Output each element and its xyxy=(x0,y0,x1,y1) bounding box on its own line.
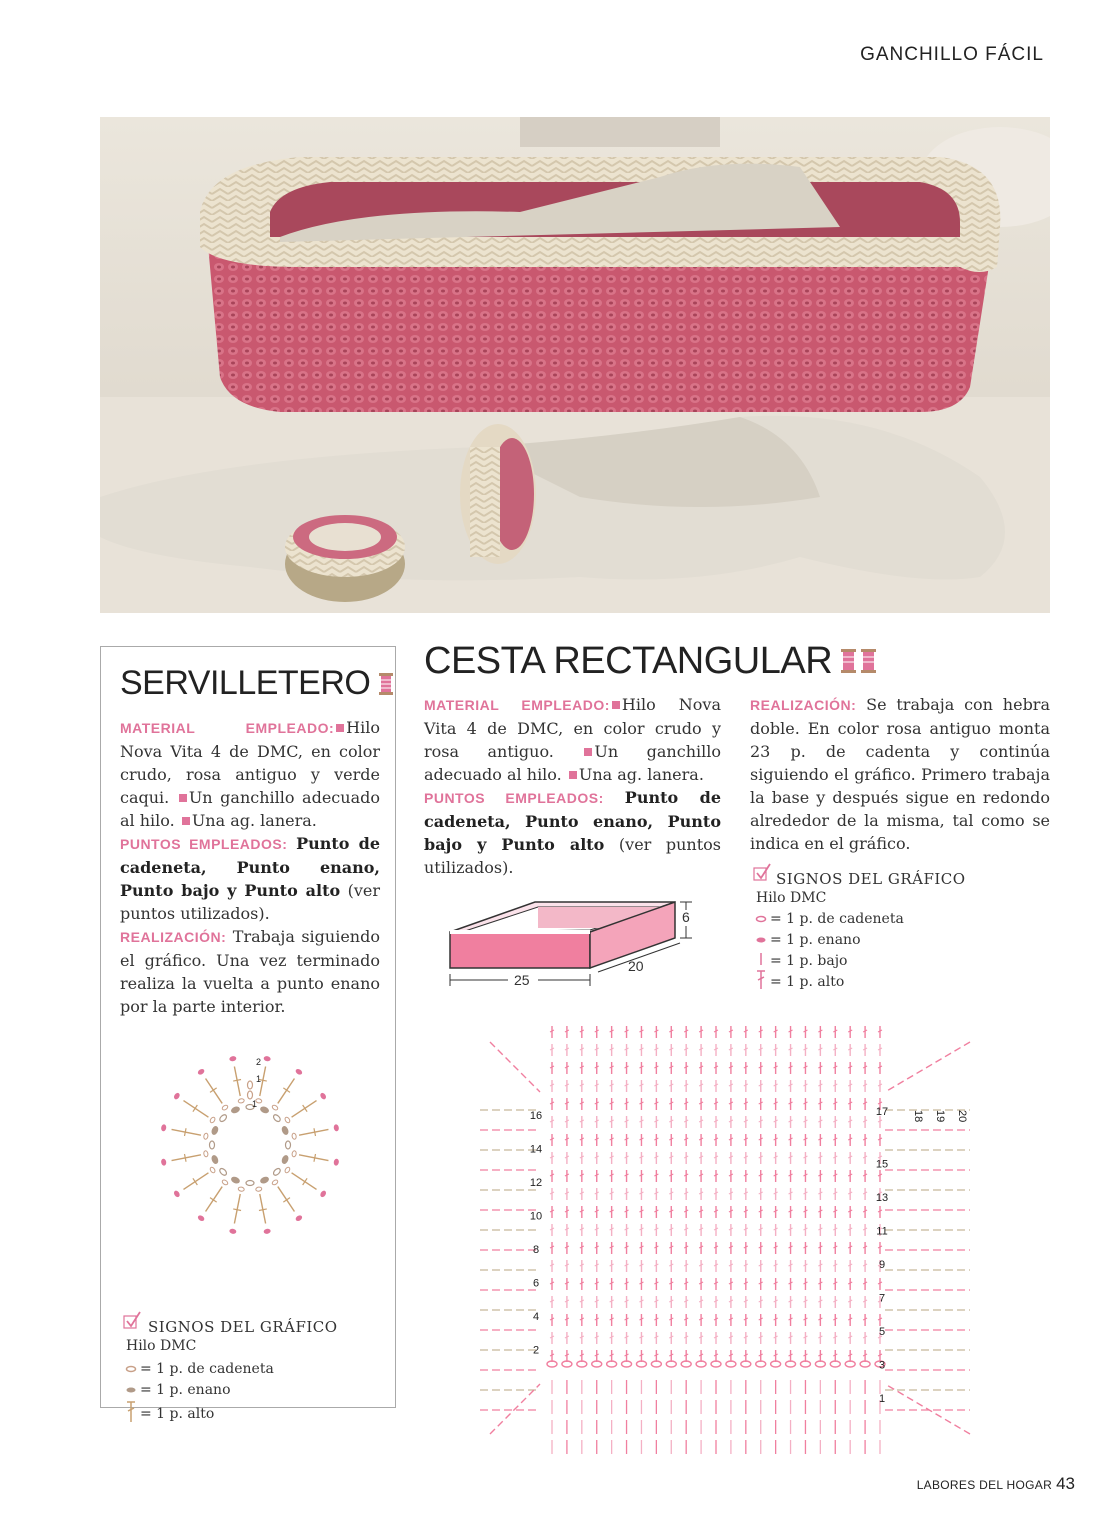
checkmark-icon xyxy=(122,1310,144,1336)
ring-stitch xyxy=(211,1155,219,1164)
page-footer xyxy=(0,1474,1075,1494)
chart-row-number: 15 xyxy=(875,1158,889,1171)
chain-stitch-icon xyxy=(122,1361,140,1377)
bullet-icon xyxy=(179,794,187,802)
chart-row-number: 2 xyxy=(532,1344,540,1357)
chart-row-number: 20 xyxy=(956,1110,968,1123)
double-crochet-stitch xyxy=(172,1155,201,1161)
ring-stitch xyxy=(260,1176,269,1184)
cesta-legend: SIGNOS DEL GRÁFICO Hilo DMC = 1 p. de cadeneta = 1 p. enano = 1 p. bajo = 1 p. alto xyxy=(752,862,1032,992)
chain-stitch xyxy=(173,1190,181,1199)
spool-icon xyxy=(840,641,878,684)
double-crochet-stitch xyxy=(183,1173,208,1190)
legend-row-bajo: = 1 p. bajo xyxy=(752,950,1032,971)
chart-row-number: 6 xyxy=(532,1277,540,1290)
chart-round-number: 2 xyxy=(256,1057,262,1067)
chart-row-number: 7 xyxy=(878,1292,886,1305)
double-crochet-stitch xyxy=(299,1155,328,1161)
servilletero-title: SERVILLETERO xyxy=(120,664,394,705)
chain-stitch-icon xyxy=(752,911,770,927)
chain-stitch xyxy=(263,1056,271,1062)
chart-row-number: 19 xyxy=(934,1110,946,1123)
chain-stitch xyxy=(197,1068,206,1076)
chart-row-number: 13 xyxy=(875,1192,889,1204)
double-crochet-stitch xyxy=(206,1078,223,1103)
chain-stitch xyxy=(229,1056,237,1062)
dimension-depth: 20 xyxy=(628,958,644,974)
ring-stitch xyxy=(260,1106,269,1114)
chart-row-number: 16 xyxy=(529,1110,543,1122)
double-crochet-stitch xyxy=(206,1187,223,1212)
servilletero-chart xyxy=(150,1050,350,1250)
chain-stitch xyxy=(333,1158,339,1166)
chain-stitch xyxy=(295,1068,304,1076)
cesta-chart xyxy=(480,1020,980,1460)
legend-row-cadeneta: = 1 p. de cadeneta xyxy=(122,1358,382,1379)
magazine-name: LABORES DEL HOGAR xyxy=(916,1478,1053,1492)
chart-row-number: 10 xyxy=(529,1210,543,1223)
ring-stitch xyxy=(281,1126,289,1135)
chain-stitch xyxy=(333,1124,339,1132)
ring-stitch xyxy=(272,1167,281,1176)
double-crochet-stitch xyxy=(172,1129,201,1135)
double-crochet-stitch xyxy=(183,1101,208,1118)
chart-row-number: 8 xyxy=(532,1244,540,1256)
single-crochet-icon xyxy=(752,952,770,970)
page-number: 43 xyxy=(1056,1474,1075,1493)
ring-stitch xyxy=(210,1141,215,1149)
corner-increase xyxy=(885,1384,970,1434)
chart-round-number: 1 xyxy=(252,1099,258,1109)
chart-row-number: 17 xyxy=(875,1106,889,1118)
chart-round-number: 1 xyxy=(256,1074,262,1084)
chart-row-number: 11 xyxy=(876,1225,888,1238)
double-crochet-stitch xyxy=(234,1194,240,1223)
servilletero-body: MATERIAL EMPLEADO: Hilo Nova Vita 4 de DMC, en color crudo, rosa antiguo y verde caqui. Un ganchillo adecuado al hilo. Una ag. lanera. PUNTOS EMPLEADOS: Punto de cadeneta, Punto enano, Punto bajo y Punto alto (ver puntos utilizados). REALIZACIÓN: Trabaja siguiendo el gráfico. Una vez terminado realiza la vuelta a punto enano por la parte interior. xyxy=(120,718,381,1016)
chain-stitch xyxy=(295,1214,304,1222)
double-crochet-stitch xyxy=(292,1173,317,1190)
corner-increase xyxy=(885,1042,970,1092)
legend-subtitle: Hilo DMC xyxy=(126,1338,197,1354)
chain-stitch xyxy=(161,1124,167,1132)
chart-row-number: 12 xyxy=(529,1177,543,1189)
chart-row-number: 9 xyxy=(878,1259,886,1271)
slip-stitch-icon xyxy=(122,1382,140,1398)
double-crochet-stitch xyxy=(278,1187,295,1212)
ring-stitch xyxy=(272,1114,281,1123)
chain-stitch xyxy=(161,1158,167,1166)
chain-stitch xyxy=(197,1214,206,1222)
double-crochet-icon xyxy=(752,970,770,994)
chart-row-number: 3 xyxy=(878,1359,886,1372)
chart-row-number: 14 xyxy=(529,1143,543,1156)
ring-stitch xyxy=(231,1106,240,1114)
ring-stitch xyxy=(219,1167,228,1176)
legend-row-enano: = 1 p. enano xyxy=(752,929,1032,950)
ring-stitch xyxy=(231,1176,240,1184)
double-crochet-stitch xyxy=(260,1194,266,1223)
double-crochet-stitch xyxy=(292,1101,317,1118)
chart-row-number: 5 xyxy=(878,1326,886,1338)
double-crochet-icon xyxy=(122,1401,140,1427)
ring-stitch xyxy=(286,1141,291,1149)
ring-stitch xyxy=(246,1181,254,1186)
legend-row-cadeneta: = 1 p. de cadeneta xyxy=(752,908,1032,929)
bullet-icon xyxy=(569,771,577,779)
legend-row-alto: = 1 p. alto xyxy=(122,1400,382,1428)
section-header: GANCHILLO FÁCIL xyxy=(860,44,1044,65)
legend-subtitle: Hilo DMC xyxy=(756,890,827,906)
double-crochet-stitch xyxy=(234,1067,240,1096)
basket-dimensions-diagram xyxy=(440,890,700,990)
chain-stitch xyxy=(173,1092,181,1101)
slip-stitch-icon xyxy=(752,932,770,948)
bullet-icon xyxy=(612,701,620,709)
cesta-materials: MATERIAL EMPLEADO: Hilo Nova Vita 4 de DMC, en color crudo y rosa antiguo. Un ganchillo adecuado al hilo. Una ag. lanera. PUNTOS EMPLEADOS: Punto de cadeneta, Punto enano, Punto bajo y Punto alto (ver puntos utilizados). xyxy=(424,695,722,877)
product-photo xyxy=(100,117,1050,613)
corner-increase xyxy=(490,1042,540,1092)
ring-stitch xyxy=(211,1126,219,1135)
cesta-title: CESTA RECTANGULAR xyxy=(424,640,878,684)
double-crochet-stitch xyxy=(278,1078,295,1103)
servilletero-legend: SIGNOS DEL GRÁFICO Hilo DMC = 1 p. de cadeneta = 1 p. enano = 1 p. alto xyxy=(122,1310,382,1428)
chain-stitch xyxy=(263,1228,271,1234)
bullet-icon xyxy=(336,724,344,732)
chain-stitch xyxy=(319,1092,327,1101)
bullet-icon xyxy=(182,817,190,825)
bullet-icon xyxy=(584,748,592,756)
chart-row-number: 4 xyxy=(532,1311,540,1323)
corner-increase xyxy=(490,1384,540,1434)
ring-stitch xyxy=(219,1114,228,1123)
double-crochet-stitch xyxy=(299,1129,328,1135)
spool-icon xyxy=(378,666,394,705)
chart-row-number: 1 xyxy=(878,1393,886,1405)
legend-row-alto: = 1 p. alto xyxy=(752,971,1032,992)
cesta-realizacion: REALIZACIÓN: Se trabaja con hebra doble. En color rosa antiguo monta 23 p. de cadenta y continúa siguiendo el gráfico. Primero trabaja la base y después sigue en redondo alrededor de la misma, tal como se indica en el gráfico. xyxy=(750,695,1050,853)
legend-row-enano: = 1 p. enano xyxy=(122,1379,382,1400)
ring-stitch xyxy=(281,1155,289,1164)
chain-stitch xyxy=(319,1190,327,1199)
chain-stitch xyxy=(229,1228,237,1234)
chart-row-number: 18 xyxy=(912,1110,924,1123)
dimension-width: 25 xyxy=(514,972,530,988)
checkmark-icon xyxy=(752,862,774,888)
dimension-height: 6 xyxy=(682,909,690,925)
